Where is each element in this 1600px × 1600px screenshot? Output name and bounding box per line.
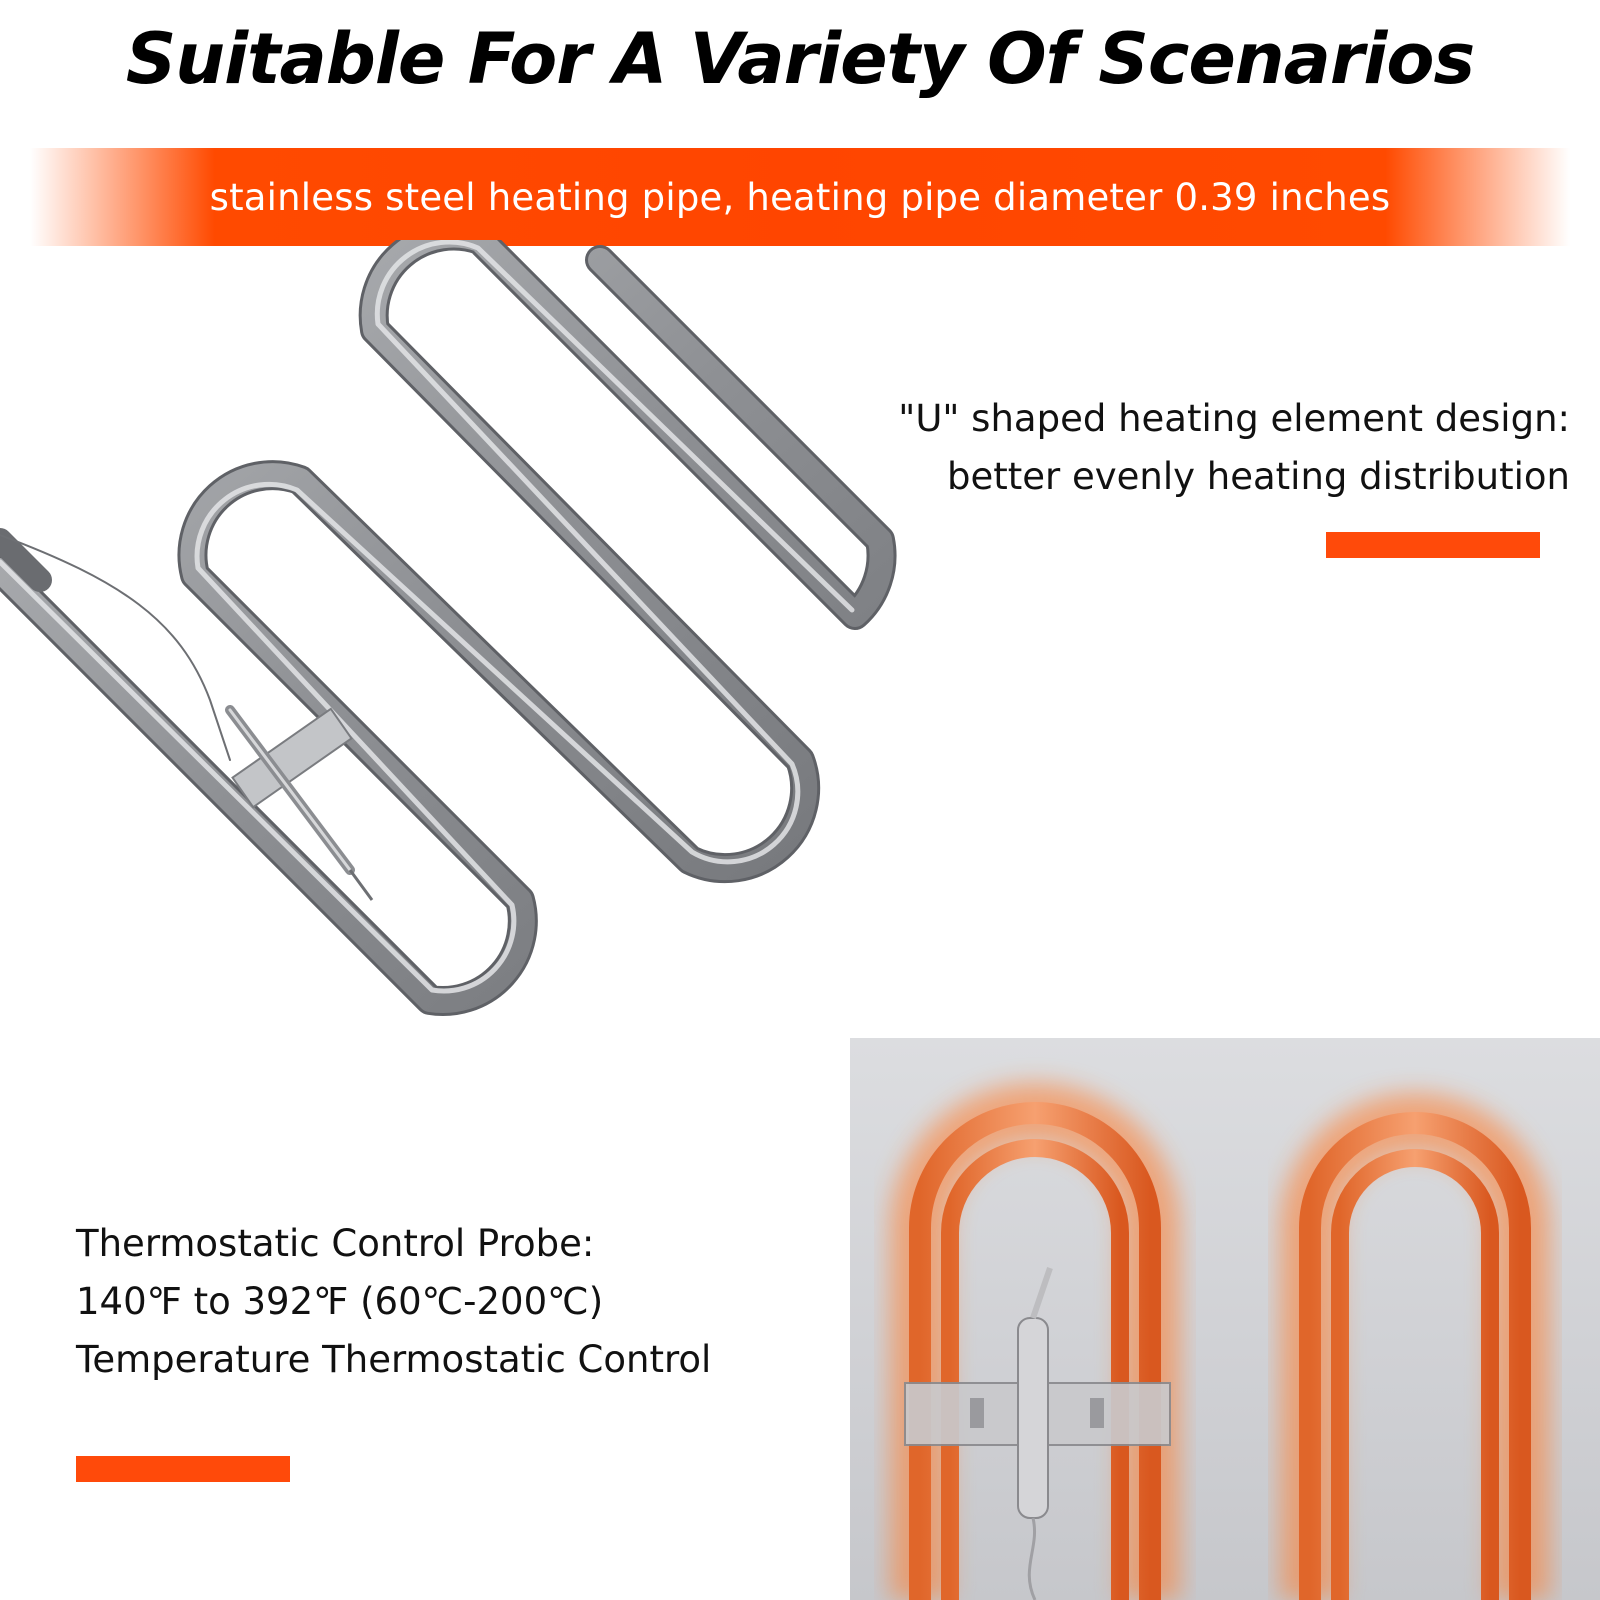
photo-probe (1018, 1268, 1050, 1600)
feature-probe-line3: Temperature Thermostatic Control (76, 1338, 712, 1381)
feature-u-shape (840, 390, 1570, 506)
feature-u-shape-line2: better evenly heating distribution (946, 455, 1570, 498)
heating-element-illustration (0, 240, 940, 1080)
copper-pipe-right-inner (1340, 1158, 1490, 1600)
spec-banner-text: stainless steel heating pipe, heating pipe diameter 0.39 inches (209, 175, 1391, 219)
feature-u-shape-line1: "U" shaped heating element design: (898, 397, 1570, 440)
feature-probe-line1: Thermostatic Control Probe: (76, 1222, 595, 1265)
headline: Suitable For A Variety Of Scenarios (125, 18, 1475, 100)
feature-probe-line2: 140℉ to 392℉ (60℃-200℃) (76, 1280, 604, 1323)
spec-banner (30, 148, 1570, 246)
accent-bar-left (76, 1456, 290, 1482)
glowing-element-photo (850, 1038, 1600, 1600)
accent-bar-right (1326, 532, 1540, 558)
feature-probe (76, 1215, 796, 1389)
